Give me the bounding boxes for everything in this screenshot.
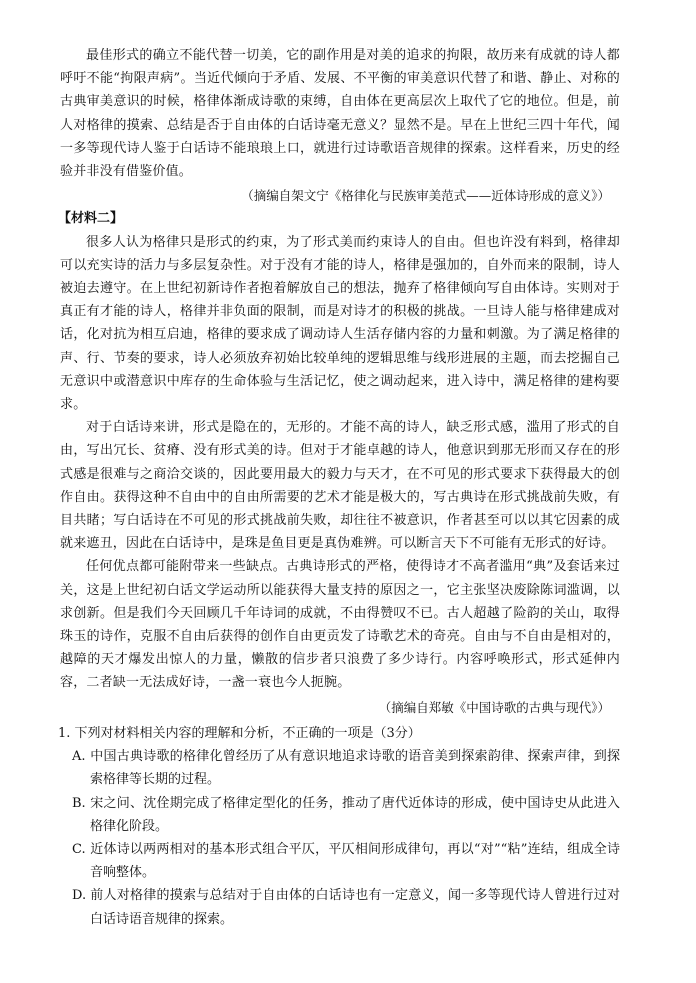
material2-source: （摘编自郑敏《中国诗歌的古典与现代》）	[378, 699, 610, 715]
option-b-text: 宋之问、沈佺期完成了格律定型化的任务，推动了唐代近体诗的形成，使中国诗史从此进入格律化阶段。	[90, 795, 620, 834]
material2-paragraph-2: 对于白话诗来讲，形式是隐在的，无形的。才能不高的诗人，缺乏形式感，滥用了形式的自由，写出冗长、贫瘠、没有形式美的诗。但对于才能卓越的诗人，他意识到那无形而又存在的形式感是很难与之商洽交谈的，因此要用最大的毅力与天才，在不可见的形式要求下获得最大的创作自由。获得这种不自由中的自由所需要的艺术才能是极大的，写古典诗在形式挑战前失败，有目共睹；写白话诗在不可见的形式挑战前失败，却往往不被意识，作者甚至可以以其它因素的成就来遮丑，因此在白话诗中，是珠是鱼目更是真伪难辨。可以断言天下不可能有无形式的好诗。	[60, 420, 620, 552]
option-d-text: 前人对格律的摸索与总结对于自由体的白话诗也有一定意义，闻一多等现代诗人曾进行过对白话诗语音规律的探索。	[90, 888, 620, 927]
option-d-letter: D.	[72, 888, 87, 904]
question-options	[60, 745, 620, 931]
option-b-letter: B.	[72, 795, 86, 811]
material2-paragraph-3: 任何优点都可能附带来一些缺点。古典诗形式的严格，使得诗才不高者滥用“典”及套话来过关，这是上世纪初白话文学运动所以能获得大量支持的原因之一，它主张坚决废除陈词滥调，以求创新。但是我们今天回顾几千年诗词的成就，不由得赞叹不已。古人超越了险韵的关山，取得珠玉的诗作，克服不自由后获得的创作自由更贡发了诗歌艺术的奇亮。自由与不自由是相对的，越障的天才爆发出惊人的力量，懒散的信步者只浪费了多少诗行。内容呼唤形式，形式延伸内容，二者缺一无法成好诗，一盏一衰也今人扼腕。	[60, 559, 620, 691]
material2-label: 【材料二】	[58, 211, 124, 227]
option-a	[60, 745, 620, 791]
option-c-text: 近体诗以两两相对的基本形式组合平仄，平仄相间形成律句，再以“对”“粘”连结，组成全诗音响整体。	[90, 841, 620, 881]
material1-source: （摘编自架文宁《格律化与民族审美范式——近体诗形成的意义》）	[241, 188, 610, 204]
material1-paragraph: 最佳形式的确立不能代替一切美，它的副作用是对美的追求的拘限，故历来有成就的诗人都呼吁不能“拘限声病”。当近代倾向于矛盾、发展、不平衡的审美意识代替了和谐、静止、对称的古典审美意识的时候，格律体渐成诗歌的束缚，自由体在更高层次上取代了它的地位。但是，前人对格律的摸索、总结是否于自由体的白话诗毫无意义？显然不是。早在上世纪三四十年代，闻一多等现代诗人鉴于白话诗不能琅琅上口，就进行过诗歌语音规律的探索。这样看来，历史的经验并非没有借鉴价值。	[60, 48, 620, 180]
option-c	[60, 838, 620, 884]
option-a-text: 中国古典诗歌的格律化曾经历了从有意识地追求诗歌的语音美到探索韵律、探索声律，到探索格律等长期的过程。	[90, 749, 620, 788]
question-stem: 1. 下列对材料相关内容的理解和分析，不正确的一项是（3分）	[58, 725, 421, 741]
option-b	[60, 792, 620, 838]
exam-page	[60, 44, 620, 931]
material2-paragraph-1: 很多人认为格律只是形式的约束，为了形式美而约束诗人的自由。但也许没有料到，格律却可以充实诗的活力与多层复杂性。对于没有才能的诗人，格律是强加的，自外而来的限制，诗人被迫去遵守。在上世纪初新诗作者抱着解放自己的想法，抛弃了格律倾向写自由体诗。实则对于真正有才能的诗人，格律并非负面的限制，而是对诗才的积极的挑战。一旦诗人能与格律建成对话，化对抗为相互启迪，格律的要求成了调动诗人生活存储内容的力量和刺激。为了满足格律的声、行、节奏的要求，诗人必须放弃初始比较单纯的逻辑思维与线形进展的主题，而去挖掘自己无意识中或潜意识中库存的生命体验与生活记忆，使之调动起来，进入诗中，满足格律的建构要求。	[60, 234, 620, 413]
option-a-letter: A.	[72, 749, 86, 765]
option-c-letter: C.	[72, 841, 86, 857]
option-d	[60, 884, 620, 930]
